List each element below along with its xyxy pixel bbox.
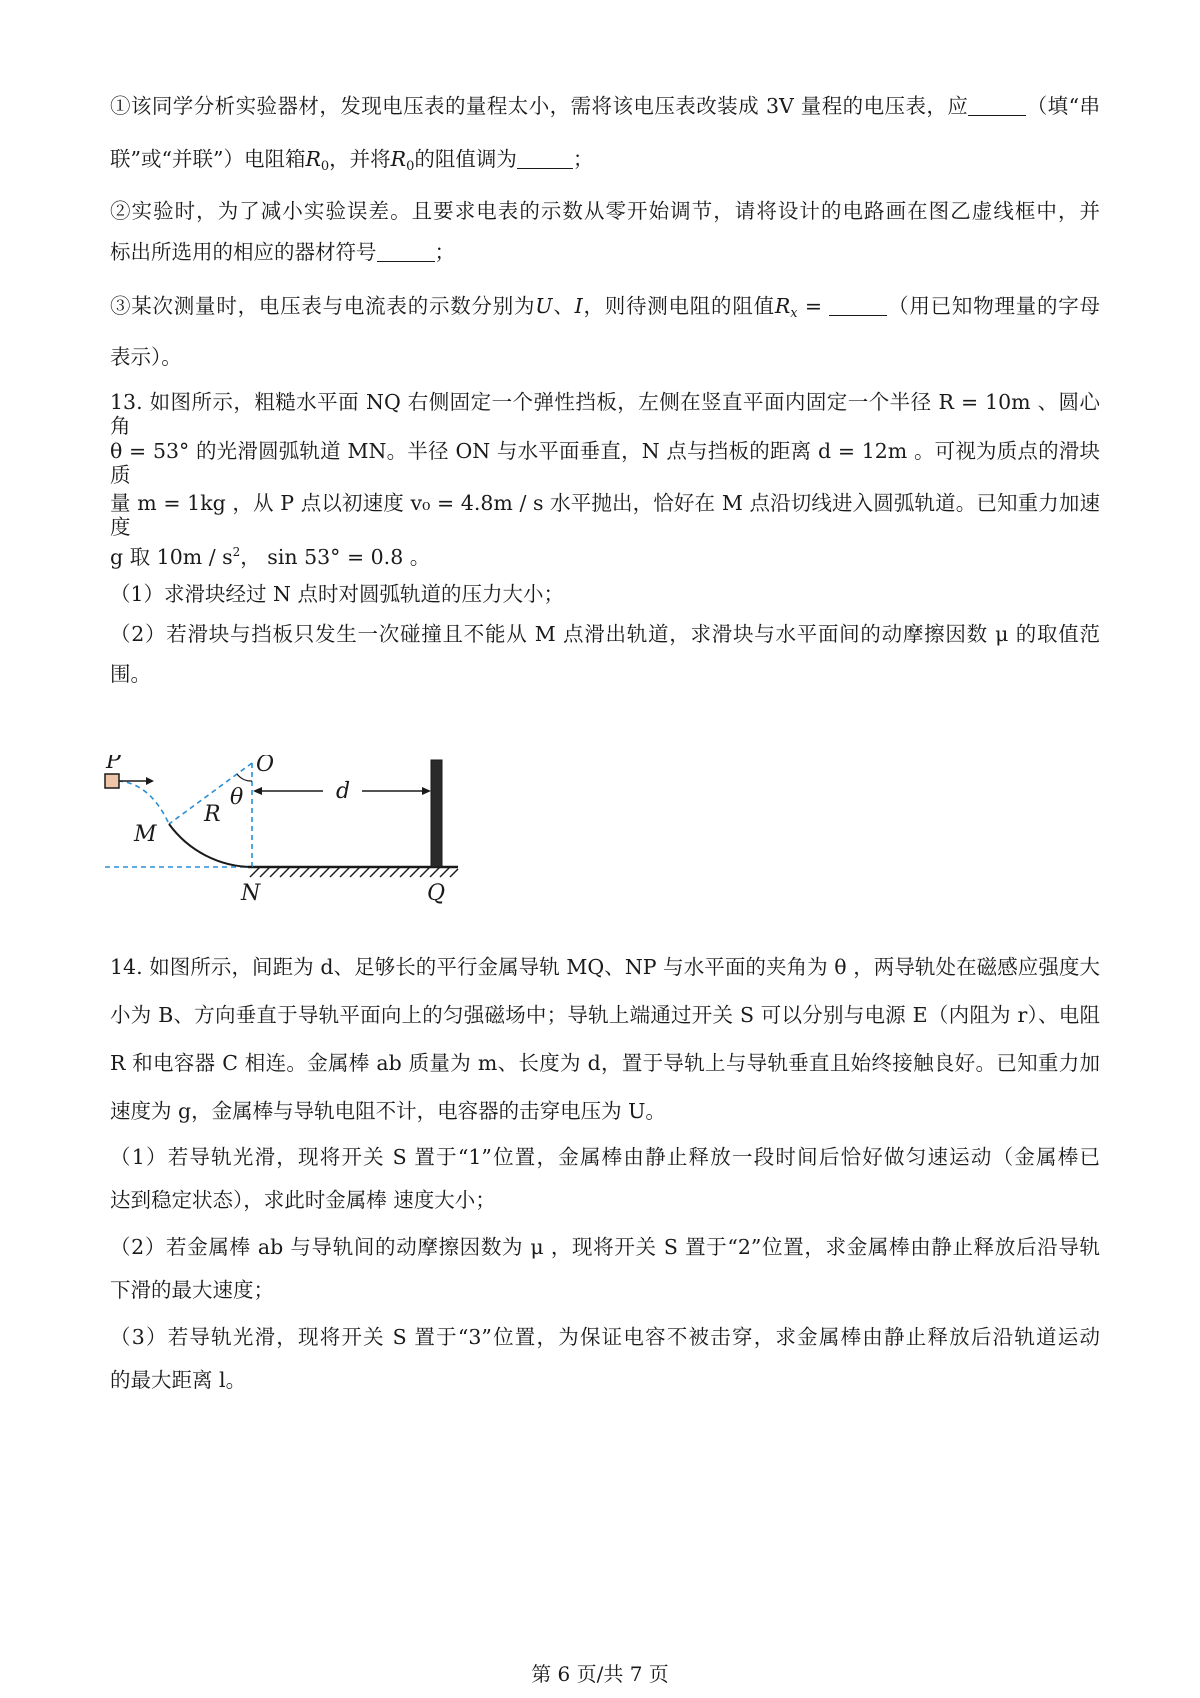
q13-line2: θ = 53° 的光滑圆弧轨道 MN。半径 ON 与水平面垂直，N 点与挡板的距离 d = 12m 。可视为质点的滑块质 (110, 439, 1100, 487)
projectile-path (118, 781, 169, 824)
page-number: 第 6 页/共 7 页 (531, 1662, 669, 1686)
answer-blank[interactable] (517, 150, 573, 169)
q13-sub1: （1）求滑块经过 N 点时对圆弧轨道的压力大小； (110, 582, 565, 606)
velocity-arrowhead (146, 777, 154, 785)
q14-sub3-line2: 的最大距离 l。 (110, 1368, 247, 1392)
q13-sub2-line1: （2）若滑块与挡板只发生一次碰撞且不能从 M 点滑出轨道，求滑块与水平面间的动摩擦因数 μ 的取值范 (110, 622, 1100, 646)
label-O: O (256, 755, 275, 777)
q14-line1: 14. 如图所示，间距为 d、足够长的平行金属导轨 MQ、NP 与水平面的夹角为 θ ，两导轨处在磁感应强度大 (110, 955, 1100, 979)
q14-sub1-line2: 达到稳定状态），求此时金属棒 速度大小； (110, 1188, 496, 1212)
q14-line3: R 和电容器 C 相连。金属棒 ab 质量为 m、长度为 d，置于导轨上与导轨垂直且始终接触良好。已知重力加 (110, 1051, 1100, 1075)
label-R: R (204, 802, 221, 827)
answer-blank[interactable] (829, 297, 887, 316)
q12-p2-line1: ②实验时，为了减小实验误差。且要求电表的示数从零开始调节，请将设计的电路画在图乙虚线框中，并 (110, 199, 1100, 223)
q13-diagram (100, 755, 520, 945)
q12-p1-line2: 联”或“并联”）电阻箱$R_0$，并将$R_0$的阻值调为 ； (110, 147, 594, 174)
q12-p3-line1: ③某次测量时，电压表与电流表的示数分别为U、I，则待测电阻的阻值$R_x$ = （用已知物理量的字母 (110, 294, 1101, 321)
q12-p2-line2: 标出所选用的相应的器材符号 ； (110, 240, 455, 264)
label-M: M (134, 822, 157, 847)
q13-line1: 13. 如图所示，粗糙水平面 NQ 右侧固定一个弹性挡板，左侧在竖直平面内固定一个半径 R = 10m 、圆心角 (110, 390, 1100, 438)
label-theta: θ (230, 785, 244, 810)
d-arrowhead-left (253, 787, 262, 795)
answer-blank[interactable] (377, 243, 435, 262)
ground-hatch (250, 867, 458, 877)
q14-sub3-line1: （3）若导轨光滑，现将开关 S 置于“3”位置，为保证电容不被击穿，求金属棒由静止释放后沿轨道运动 (110, 1325, 1100, 1349)
q12-p1-line1: ①该同学分析实验器材，发现电压表的量程太小，需将该电压表改装成 3V 量程的电压表，应 （填“串 (110, 94, 1100, 118)
q14-line4: 速度为 g，金属棒与导轨电阻不计，电容器的击穿电压为 U。 (110, 1099, 666, 1123)
q12-p3-line2: 表示）。 (110, 345, 182, 369)
q14-sub1-line1: （1）若导轨光滑，现将开关 S 置于“1”位置，金属棒由静止释放一段时间后恰好做匀速运动（金属棒已 (110, 1145, 1100, 1169)
arc-track (169, 824, 252, 867)
block-P (105, 774, 119, 788)
d-arrowhead-right (422, 787, 431, 795)
theta-arc (237, 774, 252, 781)
answer-blank[interactable] (968, 97, 1026, 116)
q14-line2: 小为 B、方向垂直于导轨平面向上的匀强磁场中；导轨上端通过开关 S 可以分别与电源 E（内阻为 r）、电阻 (110, 1003, 1100, 1027)
q14-sub2-line2: 下滑的最大速度； (110, 1278, 274, 1302)
label-N: N (241, 881, 261, 906)
q13-line3: 量 m = 1kg ，从 P 点以初速度 v₀ = 4.8m / s 水平抛出，恰好在 M 点沿切线进入圆弧轨道。已知重力加速度 (110, 491, 1100, 539)
q13-figure (100, 755, 520, 945)
q13-sub2-line2: 围。 (110, 662, 151, 686)
label-P: P (106, 755, 121, 774)
label-d: d (336, 779, 351, 804)
q14-sub2-line1: （2）若金属棒 ab 与导轨间的动摩擦因数为 μ ，现将开关 S 置于“2”位置，求金属棒由静止释放后沿导轨 (110, 1235, 1100, 1259)
q13-line4: g 取 $10m / s^2$， sin 53° = 0.8 。 (110, 545, 431, 569)
label-Q: Q (427, 881, 446, 906)
baffle (431, 760, 442, 867)
